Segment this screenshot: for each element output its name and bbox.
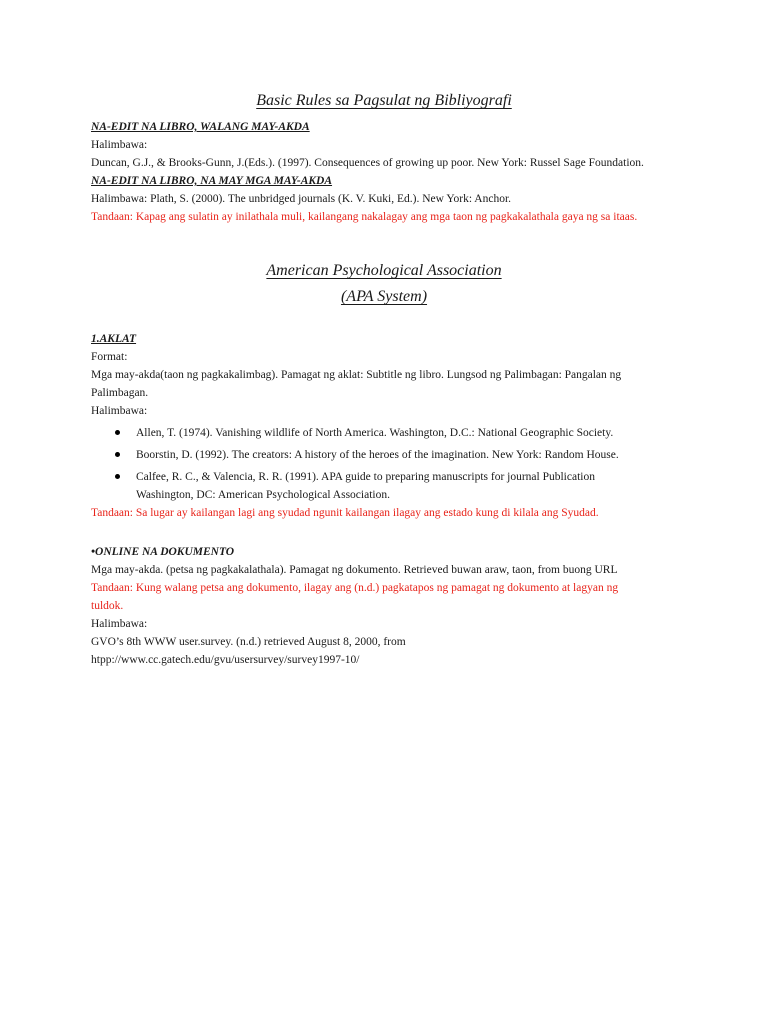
- format-aklat-line1: Mga may-akda(taon ng pagkakalimbag). Pamagat ng aklat: Subtitle ng libro. Lungsod ng Palimbagan: Pangalan ng: [91, 369, 622, 381]
- section-aklat: [91, 330, 691, 522]
- example-gvo-line1: GVO’s 8th WWW user.survey. (n.d.) retrieved August 8, 2000, from: [91, 636, 406, 648]
- apa-title-text: American Psychological Association: [266, 262, 502, 279]
- example-plath: Halimbawa: Plath, S. (2000). The unbridged journals (K. V. Kuki, Ed.). New York: Anchor.: [91, 193, 512, 205]
- format-online: Mga may-akda. (petsa ng pagkakalathala). Pamagat ng dokumento. Retrieved buwan araw, taon, from buong URL: [91, 564, 618, 576]
- bullet-icon: [115, 430, 120, 435]
- heading-online: •ONLINE NA DOKUMENTO: [91, 546, 235, 558]
- heading-edited-with-author: NA-EDIT NA LIBRO, NA MAY MGA MAY-AKDA: [91, 175, 333, 187]
- label-halimbawa-3: Halimbawa:: [91, 618, 148, 630]
- bullet-icon: [115, 452, 120, 457]
- aklat-example-list: [91, 424, 691, 504]
- page-title: [0, 92, 768, 110]
- list-item: [91, 468, 691, 504]
- example-gvo-line2: htpp://www.cc.gatech.edu/gvu/usersurvey/survey1997-10/: [91, 654, 360, 666]
- apa-subtitle-text: (APA System): [340, 288, 428, 305]
- note-syudad: Tandaan: Sa lugar ay kailangan lagi ang syudad ngunit kailangan ilagay ang estado kung di kilala ang Syudad.: [91, 507, 599, 519]
- note-reprint: Tandaan: Kapag ang sulatin ay inilathala muli, kailangang nakalagay ang mga taon ng pagkakalathala gaya ng sa itaas.: [91, 211, 638, 223]
- note-online-line2: tuldok.: [91, 600, 124, 612]
- example-calfee: Calfee, R. C., & Valencia, R. R. (1991). APA guide to preparing manuscripts for journal Publication: [136, 471, 595, 483]
- section-online: [91, 543, 691, 669]
- example-boorstin: Boorstin, D. (1992). The creators: A history of the heroes of the imagination. New York: Random House.: [136, 449, 619, 461]
- apa-subtitle: [0, 288, 768, 306]
- heading-aklat: 1.AKLAT: [91, 333, 137, 345]
- example-calfee-cont: Washington, DC: American Psychological Association.: [136, 489, 390, 501]
- bullet-icon: [115, 474, 120, 479]
- page-title-text: Basic Rules sa Pagsulat ng Bibliyografi: [256, 92, 512, 109]
- label-halimbawa-1: Halimbawa:: [91, 139, 148, 151]
- apa-title: [0, 262, 768, 280]
- section-edited-no-author: [91, 118, 691, 226]
- example-duncan: Duncan, G.J., & Brooks-Gunn, J.(Eds.). (1997). Consequences of growing up poor. New York: Russel Sage Foundation.: [91, 157, 644, 169]
- list-item: [91, 424, 691, 442]
- heading-edited-no-author: NA-EDIT NA LIBRO, WALANG MAY-AKDA: [91, 121, 310, 133]
- label-format: Format:: [91, 351, 128, 363]
- format-aklat-line2: Palimbagan.: [91, 387, 149, 399]
- example-allen: Allen, T. (1974). Vanishing wildlife of North America. Washington, D.C.: National Geographic Society.: [136, 427, 614, 439]
- label-halimbawa-2: Halimbawa:: [91, 405, 148, 417]
- list-item: [91, 446, 691, 464]
- note-online-line1: Tandaan: Kung walang petsa ang dokumento, ilagay ang (n.d.) pagkatapos ng pamagat ng dokumento at lagyan ng: [91, 582, 619, 594]
